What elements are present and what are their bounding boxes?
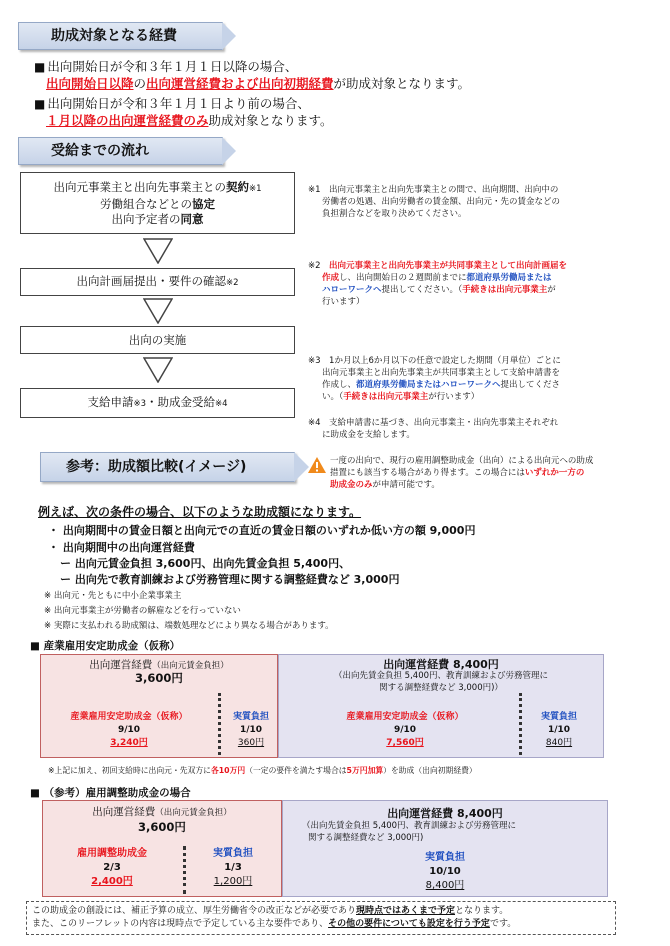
table1-left-title: 出向運営経費（出向元賃金負担）: [89, 659, 229, 671]
down-triangle-icon: [143, 298, 173, 324]
condition-1: ・ 出向期間中の賃金日額と出向元での直近の賃金日額のいずれか低い方の額 9,000円: [48, 524, 476, 537]
flow-step-application: 支給申請※3・助成金受給※4: [20, 388, 295, 418]
down-triangle-icon: [143, 357, 173, 383]
table1-heading: ■ 産業雇用安定助成金（仮称）: [30, 640, 181, 652]
condition-note-3: ※ 実際に支払われる助成額は、端数処理などにより異なる場合があります。: [44, 621, 334, 631]
table1-right-title: 出向運営経費 8,400円: [383, 658, 499, 671]
section-title-eligible-expenses: 助成対象となる経費: [18, 22, 223, 50]
note-3: ※3 1か月以上6か月以下の任意で設定した期間（月単位）ごとに 出向元事業主と出向先事業主が共同事業主として支給申請書を 作成し、都道府県労働局またはハローワークへ提出してくださ い。（手続きは出向元事業主が行います）: [308, 356, 561, 402]
note-1: ※1 出向元事業主と出向先事業主との間で、出向期間、出向中の 労働者の処遇、出向労働者の賃金額、出向元・先の賃金などの 負担割合などを取り決めてください。: [308, 185, 561, 219]
table2-left-actual: 実質負担 1/3 1,200円: [213, 848, 253, 887]
down-triangle-icon: [143, 238, 173, 264]
section-title-flow: 受給までの流れ: [18, 137, 223, 165]
table2-left-title: 出向運営経費（出向元賃金負担）: [92, 806, 232, 818]
warning-text: 一度の出向で、現行の雇用調整助成金（出向）による出向元への助成 措置にも該当する場合があり得ます。この場合にはいずれか一方の 助成金のみが申請可能です。: [330, 456, 594, 490]
table2-right-title: 出向運営経費 8,400円: [387, 807, 503, 820]
example-title: 例えば、次の条件の場合、以下のような助成額になります。: [38, 505, 362, 519]
condition-3: ー 出向元賃金負担 3,600円、出向先賃金負担 5,400円、: [60, 557, 351, 570]
condition-note-2: ※ 出向元事業主が労働者の解雇などを行っていない: [44, 606, 241, 616]
flow-step-execution: 出向の実施: [20, 326, 295, 354]
bullet-2-line-1: ■ 出向開始日が令和３年１月１日より前の場合、: [34, 96, 310, 111]
footer-notice-text: この助成金の創設には、補正予算の成立、厚生労働省令の改正などが必要であり現時点ではあくまで予定となります。 また、このリーフレットの内容は現時点で予定している主な要件であり、その他の要件についても設定を行う予定です。: [32, 906, 517, 929]
section-title-comparison: 参考：助成額比較(イメージ): [40, 452, 295, 482]
table1-right-divider: [519, 693, 522, 755]
table2-left-subsidy: 雇用調整助成金 2/3 2,400円: [77, 848, 147, 887]
table2-right-actual: 実質負担 10/10 8,400円: [425, 852, 465, 891]
table1-left-subsidy: 産業雇用安定助成金（仮称） 9/10 3,240円: [70, 712, 188, 748]
warning-triangle-icon: [307, 456, 327, 474]
table1-left-divider: [218, 693, 221, 755]
flow-step-contract: 出向元事業主と出向先事業主との契約※1 労働組合などとの協定 出向予定者の同意: [20, 172, 295, 234]
table1-right-actual: 実質負担 1/10 840円: [540, 712, 577, 748]
table1-footnote: ※上記に加え、初回支給時に出向元・先双方に各10万円（一定の要件を満たす場合は5万円加算）を助成（出向初期経費）: [48, 766, 477, 775]
bullet-square-icon: ■: [34, 60, 46, 74]
table2-left-divider: [183, 846, 186, 894]
bullet-1-line-2: 出向開始日以降の出向運営経費および出向初期経費が助成対象となります。: [46, 76, 471, 91]
condition-4: ー 出向先で教育訓練および労務管理に関する調整経費など 3,000円: [60, 573, 400, 586]
table1-left-amount: 3,600円: [135, 671, 183, 685]
table1-right-subsidy: 産業雇用安定助成金（仮称） 9/10 7,560円: [346, 712, 464, 748]
table1-left-actual: 実質負担 1/10 360円: [232, 712, 269, 748]
table2-left-amount: 3,600円: [138, 820, 186, 834]
note-4: ※4 支給申請書に基づき、出向元事業主・出向先事業主それぞれ に助成金を支給します。: [308, 418, 559, 440]
condition-2: ・ 出向期間中の出向運営経費: [48, 541, 195, 554]
flow-step-plan-submission: 出向計画届提出・要件の確認※2: [20, 268, 295, 296]
table2-right-subtitle: （出向先賃金負担 5,400円、教育訓練および労務管理に 関する調整経費など 3,000円): [302, 821, 517, 843]
bullet-square-icon: ■: [34, 97, 46, 111]
note-2: ※2 出向元事業主と出向先事業主が共同事業主として出向計画届を 作成し、出向開始日の２週間前までに都道府県労働局または ハローワークへ提出してください。（手続きは出向元事業主が 行います）: [308, 261, 568, 307]
condition-note-1: ※ 出向元・先ともに中小企業事業主: [44, 591, 182, 601]
table2-heading: ■ （参考）雇用調整助成金の場合: [30, 787, 191, 799]
table1-right-subtitle: （出向先賃金負担 5,400円、教育訓練および労務管理に 関する調整経費など 3,000円)）: [333, 671, 549, 693]
bullet-2-line-2: １月以降の出向運営経費のみ助成対象となります。: [46, 113, 333, 128]
bullet-1-line-1: ■ 出向開始日が令和３年１月１日以降の場合、: [34, 59, 298, 74]
